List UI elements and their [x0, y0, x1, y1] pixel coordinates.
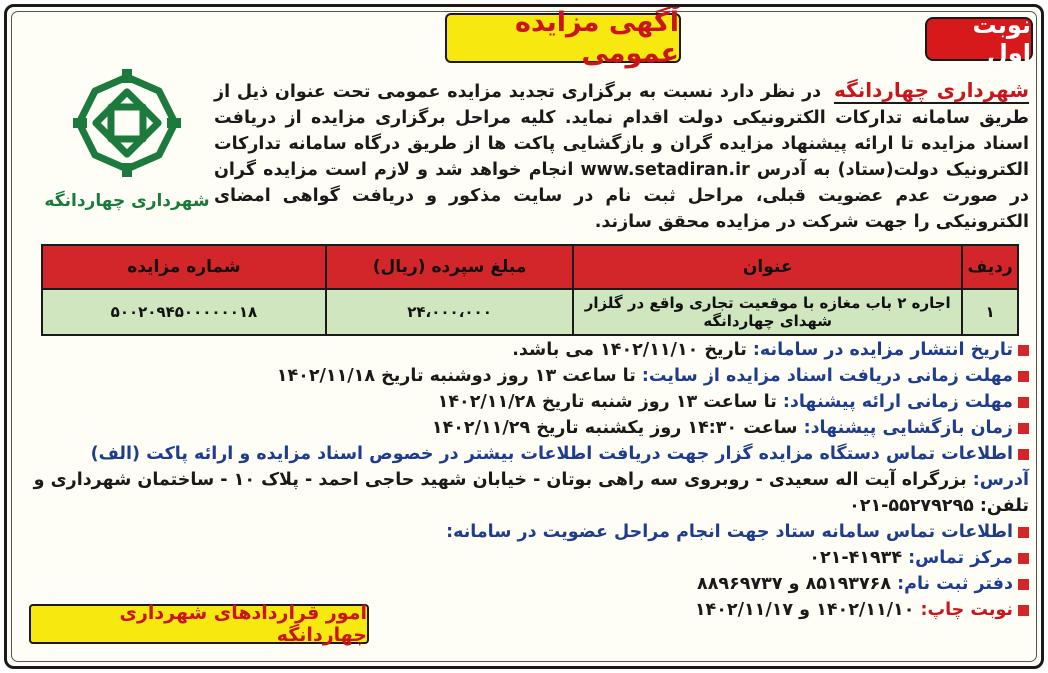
- registration-office-line: [29, 571, 1029, 597]
- docs-deadline-value: تا ساعت ۱۳ روز دوشنبه تاریخ ۱۴۰۲/۱۱/۱۸: [276, 366, 636, 386]
- bid-deadline-label: مهلت زمانی ارائه پیشنهاد:: [782, 392, 1013, 412]
- publish-date-line: [29, 337, 1029, 363]
- phone-value: تلفن: ۵۵۲۷۹۲۹۵-۰۲۱: [849, 496, 1029, 516]
- cell-deposit: ۲۴،۰۰۰،۰۰۰: [326, 289, 573, 335]
- ad-title: آگهی مزایده عمومی: [445, 13, 681, 63]
- intro-text: در نظر دارد نسبت به برگزاری تجدید مزایده عمومی تحت عنوان ذیل از طریق سامانه تدارکات الکترونیکی دولت اقدام نماید. کلیه مراحل برگزاری مزایده از دریافت اسناد مزایده تا ارائه پیشنهاد مزایده گران و بازگشایی پاکت ها از طریق درگاه سامانه تدارکات الکترونیک دولت(ستاد) به آدرس www.setadiran.ir انجام خواهد شد و لازم است مزایده گران در صورت عدم عضویت قبلی، مراحل ثبت نام در سایت مذکور و دریافت گواهی امضای الکترونیکی را جهت شرکت در مزایده محقق سازند.: [214, 82, 1030, 232]
- opening-value: ساعت ۱۴:۳۰ روز یکشنبه تاریخ ۱۴۰۲/۱۱/۲۹: [431, 418, 798, 438]
- bullet-icon: [1018, 579, 1029, 590]
- print-round-label: نوبت چاپ:: [920, 600, 1013, 620]
- call-center-line: [29, 545, 1029, 571]
- docs-deadline-label: مهلت زمانی دریافت اسناد مزایده از سایت:: [641, 366, 1013, 386]
- table-row: [42, 289, 1018, 335]
- municipality-logo: [27, 69, 227, 229]
- opening-label: زمان بازگشایی پیشنهاد:: [803, 418, 1013, 438]
- bullet-icon: [1018, 449, 1029, 460]
- bid-deadline-value: تا ساعت ۱۳ روز شنبه تاریخ ۱۴۰۲/۱۱/۲۸: [437, 392, 777, 412]
- round-badge: نوبت اول: [925, 17, 1033, 61]
- opening-line: [29, 415, 1029, 441]
- bullet-icon: [1018, 345, 1029, 356]
- ad-frame: [4, 4, 1044, 669]
- bullet-icon: [1018, 605, 1029, 616]
- call-center-label: مرکز تماس:: [908, 548, 1013, 568]
- logo-caption: شهرداری چهاردانگه: [44, 191, 210, 211]
- cell-row-number: ۱: [962, 289, 1018, 335]
- auction-details: [29, 337, 1029, 623]
- setad-heading: اطلاعات تماس سامانه ستاد جهت انجام مراحل عضویت در سامانه:: [446, 522, 1013, 542]
- docs-deadline-line: [29, 363, 1029, 389]
- col-header-row-number: ردیف: [962, 245, 1018, 289]
- bid-deadline-line: [29, 389, 1029, 415]
- publish-value: تاریخ ۱۴۰۲/۱۱/۱۰ می باشد.: [512, 340, 747, 360]
- publish-label: تاریخ انتشار مزایده در سامانه:: [752, 340, 1013, 360]
- phone-line: [29, 493, 1029, 519]
- cell-title: اجاره ۲ باب مغازه با موقعیت تجاری واقع در گلزار شهدای چهاردانگه: [573, 289, 962, 335]
- address-value: بزرگراه آیت اله سعیدی - روبروی سه راهی بوتان - خیابان شهید حاجی احمد - پلاک ۱۰ - ساختمان شهرداری و: [33, 470, 967, 490]
- call-center-value: ۴۱۹۳۴-۰۲۱: [809, 548, 902, 568]
- intro-paragraph: [214, 77, 1029, 235]
- address-line: [29, 467, 1029, 493]
- registration-office-label: دفتر ثبت نام:: [897, 574, 1013, 594]
- org-name: شهرداری چهاردانگه: [834, 78, 1029, 102]
- bullet-icon: [1018, 371, 1029, 382]
- auction-table: [41, 244, 1019, 336]
- cell-auction-number: ۵۰۰۲۰۹۴۵۰۰۰۰۰۰۱۸: [42, 289, 326, 335]
- bullet-icon: [1018, 553, 1029, 564]
- contact-heading-line: [29, 441, 1029, 467]
- contracts-dept-box: امور قراردادهای شهرداری چهاردانگه: [29, 604, 369, 644]
- table-header-row: [42, 245, 1018, 289]
- col-header-title: عنوان: [573, 245, 962, 289]
- print-round-value: ۱۴۰۲/۱۱/۱۰ و ۱۴۰۲/۱۱/۱۷: [694, 600, 915, 620]
- address-label: آدرس:: [972, 470, 1029, 490]
- registration-office-value: ۸۵۱۹۳۷۶۸ و ۸۸۹۶۹۷۳۷: [697, 574, 892, 594]
- col-header-auction-number: شماره مزایده: [42, 245, 326, 289]
- col-header-deposit: مبلغ سپرده (ریال): [326, 245, 573, 289]
- bullet-icon: [1018, 527, 1029, 538]
- bullet-icon: [1018, 423, 1029, 434]
- setad-heading-line: [29, 519, 1029, 545]
- bullet-icon: [1018, 397, 1029, 408]
- logo-emblem-icon: [27, 69, 227, 189]
- contact-heading: اطلاعات تماس دستگاه مزایده گزار جهت دریافت اطلاعات بیشتر در خصوص اسناد مزایده و ارائه پاکت (الف): [90, 444, 1013, 464]
